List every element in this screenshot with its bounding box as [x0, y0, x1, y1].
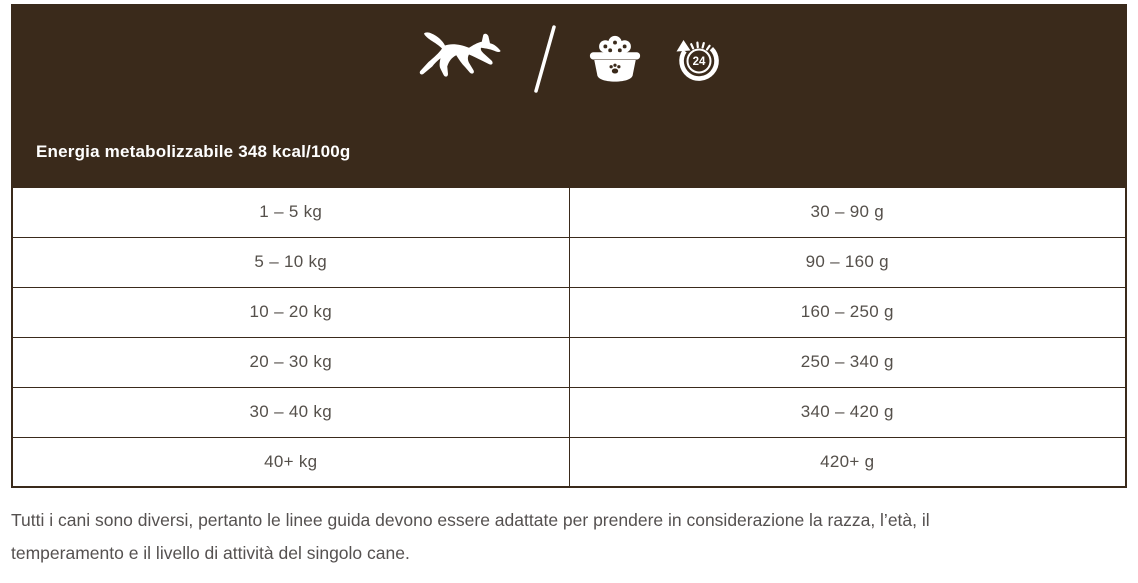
amount-cell: 250 – 340 g — [569, 337, 1126, 387]
weight-cell: 30 – 40 kg — [12, 387, 569, 437]
feeding-table-body — [12, 187, 1126, 487]
slash-icon — [532, 24, 558, 94]
food-bowl-icon — [588, 33, 642, 85]
table-row — [12, 187, 1126, 237]
amount-cell: 420+ g — [569, 437, 1126, 487]
table-row — [12, 287, 1126, 337]
running-dog-icon — [412, 31, 502, 87]
weight-cell: 20 – 30 kg — [12, 337, 569, 387]
amount-cell: 160 – 250 g — [569, 287, 1126, 337]
icon-row — [11, 26, 1127, 92]
weight-cell: 40+ kg — [12, 437, 569, 487]
weight-cell: 10 – 20 kg — [12, 287, 569, 337]
table-row — [12, 437, 1126, 487]
feeding-guide-header — [11, 4, 1127, 186]
feeding-table — [11, 186, 1127, 488]
24-hour-icon — [672, 33, 726, 85]
energy-label: Energia metabolizzabile 348 kcal/100g — [36, 142, 351, 161]
24-hour-label: 24 — [692, 56, 706, 68]
amount-cell: 90 – 160 g — [569, 237, 1126, 287]
guidance-note: Tutti i cani sono diversi, pertanto le linee guida devono essere adattate per prendere in considerazione la razza, l’età, il temperamento e il livello di attività del singolo cane. — [11, 510, 930, 563]
amount-cell: 340 – 420 g — [569, 387, 1126, 437]
weight-cell: 5 – 10 kg — [12, 237, 569, 287]
amount-cell: 30 – 90 g — [569, 187, 1126, 237]
table-row — [12, 387, 1126, 437]
weight-cell: 1 – 5 kg — [12, 187, 569, 237]
table-row — [12, 337, 1126, 387]
table-row — [12, 237, 1126, 287]
